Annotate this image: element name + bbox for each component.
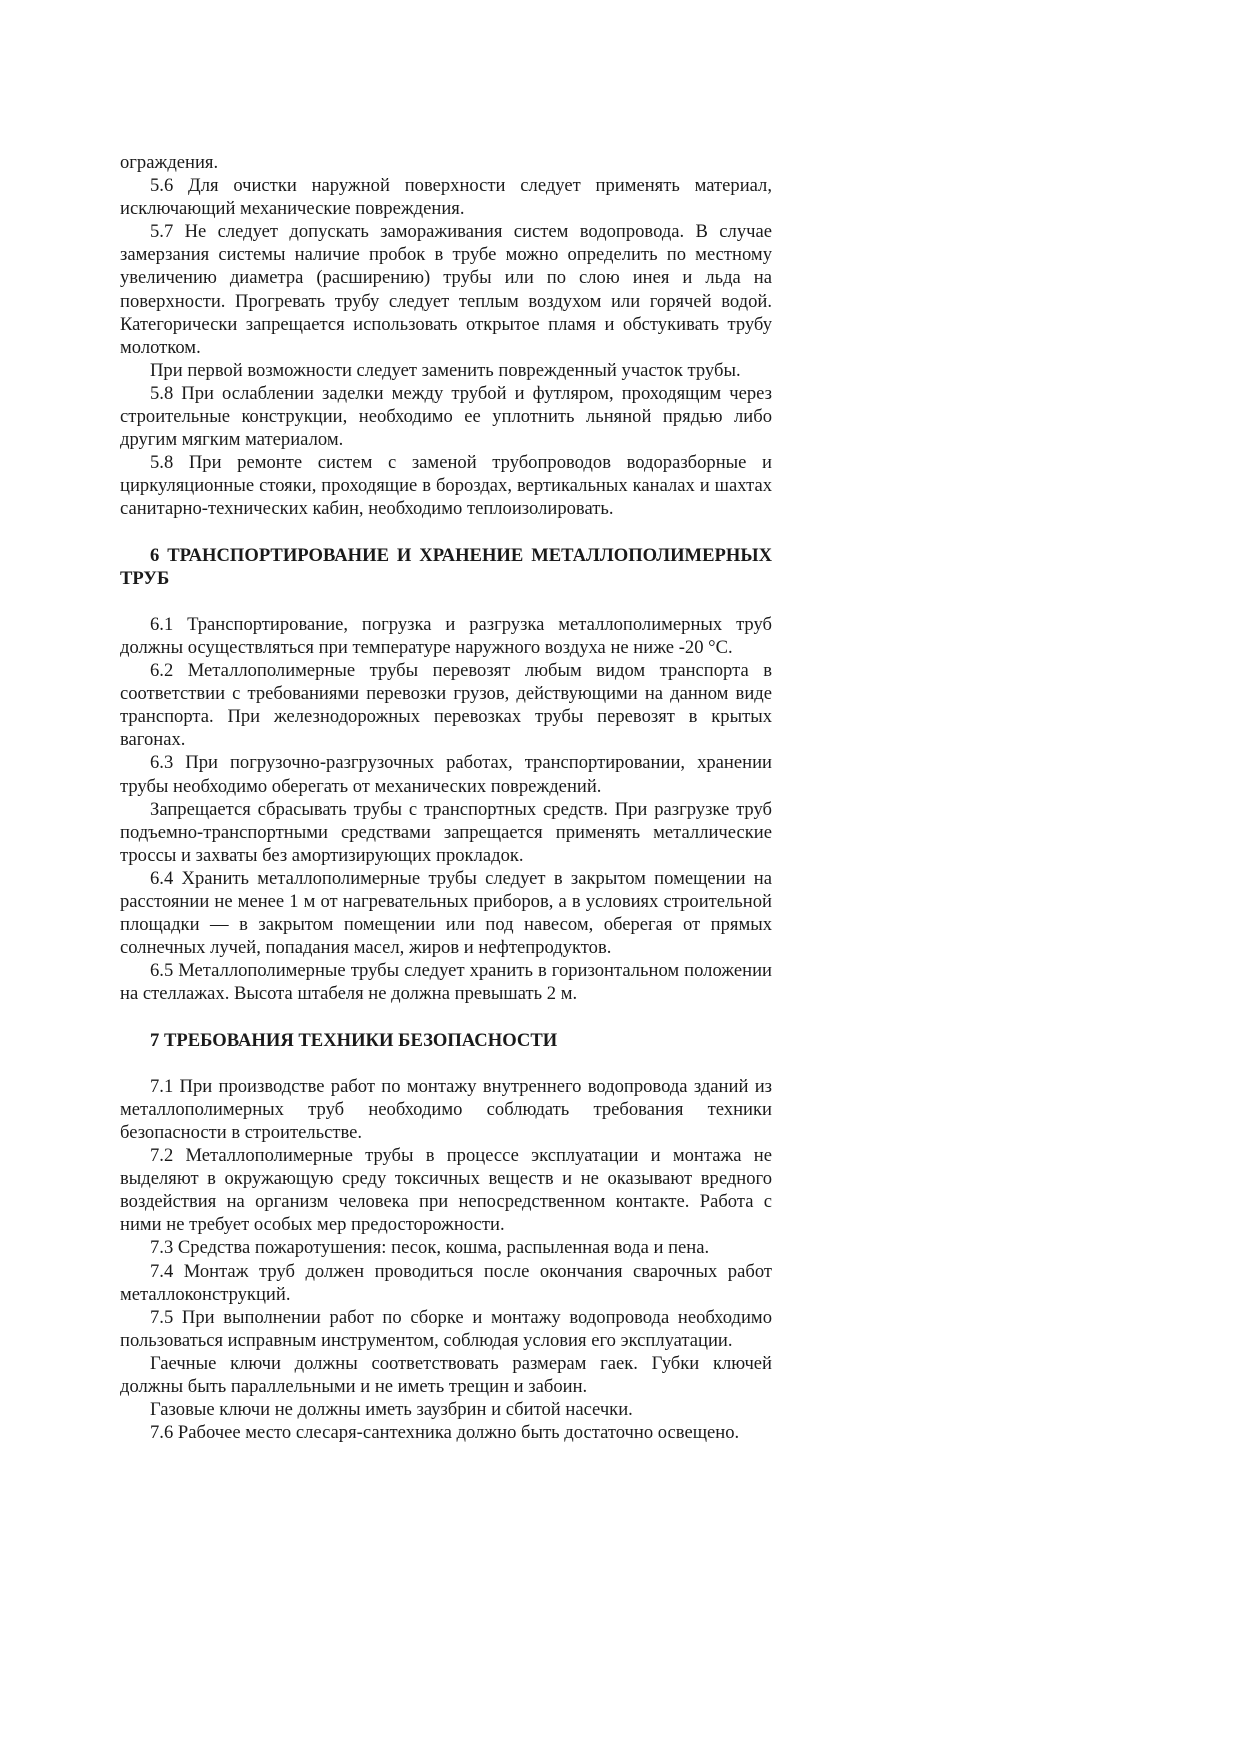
section-heading-6: 6 ТРАНСПОРТИРОВАНИЕ И ХРАНЕНИЕ МЕТАЛЛОПОЛИМЕРНЫХ ТРУБ [120,544,772,589]
paragraph-7-3: 7.3 Средства пожаротушения: песок, кошма, распыленная вода и пена. [150,1237,710,1259]
paragraph-6-4: 6.4 Хранить металлополимерные трубы следует в закрытом помещении на расстоянии не менее 1 м от нагревательных приборов, а в условиях строительной площадки — в закрытом помещении или под навесом, оберегая от прямых солнечных лучей, попадания масел, жиров и нефтепродуктов. [120,867,772,959]
paragraph-5-8-b: 5.8 При ремонте систем с заменой трубопроводов водоразборные и циркуляционные стояки, проходящие в бороздах, вертикальных каналах и шахтах санитарно-технических кабин, необходимо теплоизолировать. [120,452,772,520]
paragraph-6-1: 6.1 Транспортирование, погрузка и разгрузка металлополимерных труб должны осуществляться при температуре наружного воздуха не ниже -20 °С. [120,613,772,658]
paragraph-6-5: 6.5 Металлополимерные трубы следует хранить в горизонтальном положении на стеллажах. Высота штабеля не должна превышать 2 м. [120,960,772,1005]
paragraph-5-8-a: 5.8 При ослаблении заделки между трубой и футляром, проходящим через строительные конструкции, необходимо ее уплотнить льняной прядью либо другим мягким материалом. [120,382,772,451]
paragraph-5-7: 5.7 Не следует допускать замораживания систем водопровода. В случае замерзания системы наличие пробок в трубе можно определить по местному увеличению диаметра (расширению) трубы или по слою инея и льда на поверхности. Прогревать трубу следует теплым воздухом или горячей водой. Категорически запрещается использовать открытое пламя и обстукивать трубу молотком. [120,221,772,358]
paragraph-7-4: 7.4 Монтаж труб должен проводиться после окончания сварочных работ металлоконструкций. [120,1260,772,1305]
paragraph: ограждения. [120,152,219,173]
paragraph: Запрещается сбрасывать трубы с транспортных средств. При разгрузке труб подъемно-транспортными средствами запрещается применять металлические троссы и захваты без амортизирующих прокладок. [120,798,772,866]
paragraph-7-2: 7.2 Металлополимерные трубы в процессе эксплуатации и монтажа не выделяют в окружающую среду токсичных веществ и не оказывают вредного воздействия на организм человека при непосредственном контакте. Работа с ними не требует особых мер предосторожности. [120,1145,772,1236]
paragraph: Газовые ключи не должны иметь заузбрин и сбитой насечки. [150,1399,633,1421]
paragraph-6-2: 6.2 Металлополимерные трубы перевозят любым видом транспорта в соответствии с требованиями перевозки грузов, действующими на данном виде транспорта. При железнодорожных перевозках трубы перевозят в крытых вагонах. [120,660,772,751]
section-heading-7: 7 ТРЕБОВАНИЯ ТЕХНИКИ БЕЗОПАСНОСТИ [150,1029,558,1051]
document-body [120,151,772,1444]
paragraph-7-6: 7.6 Рабочее место слесаря-сантехника должно быть достаточно освещено. [150,1422,740,1444]
paragraph: При первой возможности следует заменить поврежденный участок трубы. [150,359,741,381]
paragraph-7-1: 7.1 При производстве работ по монтажу внутреннего водопровода зданий из металлополимерных труб необходимо соблюдать требования техники безопасности в строительстве. [120,1075,772,1143]
paragraph-7-5: 7.5 При выполнении работ по сборке и монтажу водопровода необходимо пользоваться исправным инструментом, соблюдая условия его эксплуатации. [120,1306,772,1351]
paragraph-5-6: 5.6 Для очистки наружной поверхности следует применять материал, исключающий механические повреждения. [120,175,772,220]
paragraph-6-3: 6.3 При погрузочно-разгрузочных работах, транспортировании, хранении трубы необходимо оберегать от механических повреждений. [120,752,772,797]
paragraph: Гаечные ключи должны соответствовать размерам гаек. Губки ключей должны быть параллельными и не иметь трещин и забоин. [120,1352,772,1397]
